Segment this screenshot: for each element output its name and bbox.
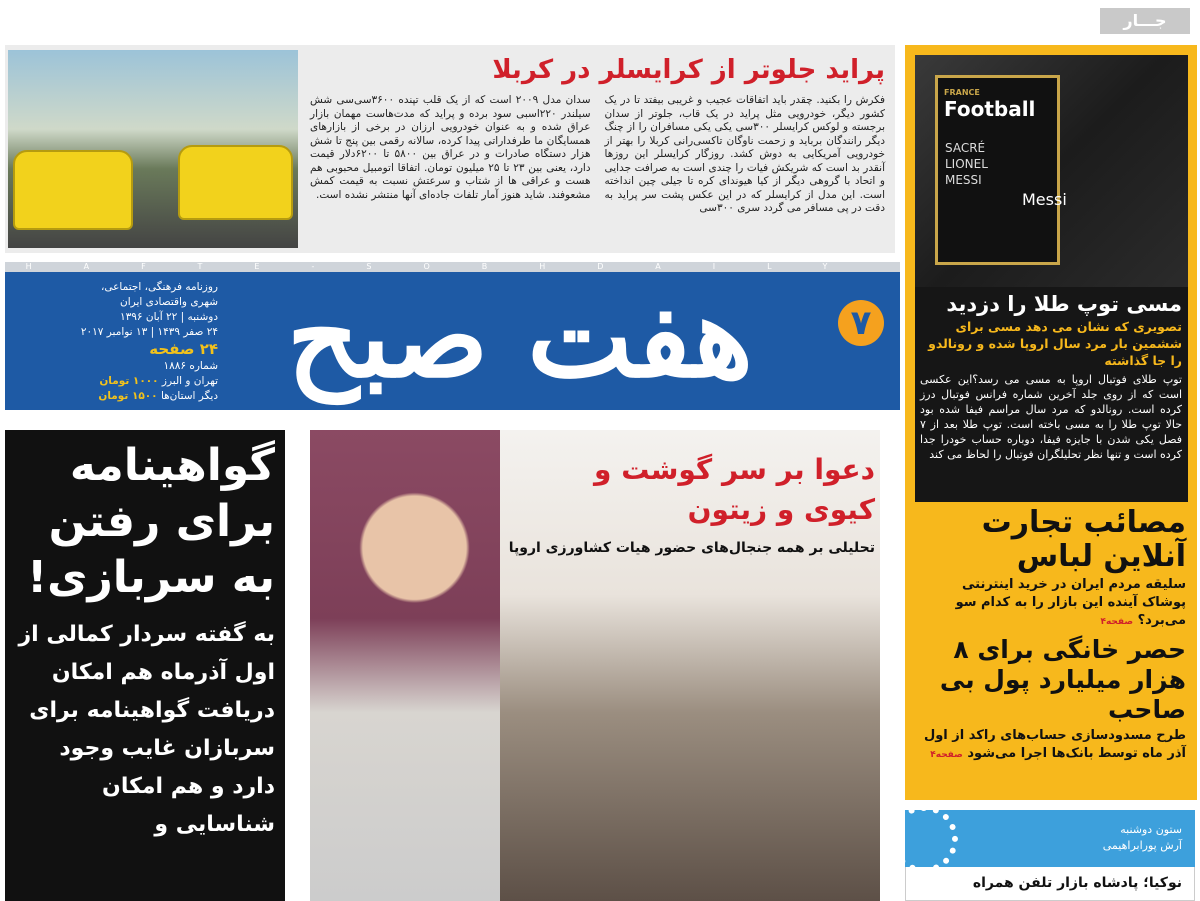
messi-title[interactable]: مسی توپ طلا را دزدید: [946, 292, 1182, 316]
conscription-body: به گفته سردار کمالی از اول آذرماه هم امکان دریافت گواهینامه برای سربازان غایب وجود دارد و هم امکان شناسایی و: [18, 622, 275, 837]
taxi-shape: [13, 150, 133, 230]
column-dial-icon: [890, 805, 958, 873]
conscription-headline[interactable]: گواهینامه برای رفتن به سربازی!: [27, 440, 275, 603]
issue-number: شماره ۱۸۸۶: [163, 360, 218, 372]
page-ref[interactable]: صفحه۴: [930, 750, 963, 760]
top-story-col1: فکرش را بکنید. چقدر باید اتفاقات عجیب و غریبی بیفتد تا در یک کشور دیگر، خودرویی مثل پراید در یک قاب، جلوتر از سدان برجسته و لوکس کرایسلر ۳۰۰سی یکی یکی مسافران را از چنگ دیگر رانندگان برباید و زحمت ناوگان تاکسی‌رانی کربلا را بهتر از خودرویی آمریکایی به دوش کشد. روزگار کرایسلر این روزها آنقدر بد است که شریکش فیات را چندی است به صرافت جدایی و اتحاد با گروهی دیگر از کیا هیوندای کره تا جیلی چین انداخته است. این مدل از کرایسلر که در این عکس پشت سر پراید به دقت در پی مسافر می گردد سری ۳۰۰سی: [604, 94, 885, 214]
cover-text: SACRÉ LIONEL MESSI: [945, 141, 988, 187]
messi-text: [920, 290, 1182, 500]
conscription-text: [10, 438, 275, 844]
fashion-subtitle: [914, 576, 1186, 631]
top-story-title[interactable]: پراید جلوتر از کرایسلر در کربلا: [492, 55, 885, 85]
center-subtitle: تحلیلی بر همه جنجال‌های حضور هیات کشاورزی اروپا: [508, 540, 875, 556]
date-line: دوشنبه | ۲۲ آبان ۱۳۹۶: [119, 311, 218, 323]
logo-number: ۷: [838, 300, 884, 346]
taxi-shape: [178, 145, 293, 220]
woman-figure: [310, 430, 500, 901]
yellow-stories: [914, 506, 1186, 764]
messi-body: توپ طلای فوتبال اروپا به مسی می رسد؟این عکسی است که از روی جلد آخرین شماره فرانس فوتبال درز کرده است. رونالدو که مرد سال مراسم فیفا شده بود حالا توپ طلا را به مسی باخته است. توپ طلا بعد از ۷ فصل یکی شدن با جایزه فیفا، دوباره حساب خودرا جدا کرده است و تنها نظر تحلیلگران فوتبال را لحاظ می کند: [920, 373, 1182, 461]
masthead-strip: HAFTE-SOBHDAILY: [5, 262, 900, 272]
top-story-body: [310, 94, 885, 216]
messi-subtitle: تصویری که نشان می دهد مسی برای ششمین بار مرد سال اروپا شده و رونالدو را جا گذاشته: [928, 319, 1182, 368]
column-title[interactable]: نوکیا؛ پادشاه بازار تلفن همراه: [972, 875, 1182, 891]
fashion-headline[interactable]: مصائب تجارت آنلاین لباس: [981, 505, 1186, 574]
accounts-headline[interactable]: حصر خانگی برای ۸ هزار میلیارد پول بی صاحب: [939, 635, 1186, 724]
cover-title: [944, 88, 1035, 121]
newspaper-logo: هفت صبح: [287, 272, 753, 403]
column-meta: [1103, 822, 1182, 854]
column-author: آرش پورابراهیمی: [1102, 839, 1182, 852]
price-label: تهران و البرز: [161, 375, 218, 387]
cover-brand: FRANCE: [944, 88, 980, 97]
price: ۱۵۰۰ تومان: [98, 390, 158, 402]
accounts-subtitle: [914, 727, 1186, 764]
center-headline[interactable]: دعوا بر سر گوشت و کیوی و زیتون: [594, 453, 875, 526]
source-tag: جـــار: [1100, 8, 1190, 34]
taxi-photo: [8, 50, 298, 248]
accounts-subtitle-text: طرح مسدودسازی حساب‌های راکد از اول آذر ماه توسط بانک‌ها اجرا می‌شود: [923, 728, 1186, 761]
price: ۱۰۰۰ تومان: [99, 375, 159, 387]
cover-title-text: Football: [944, 97, 1036, 121]
info-line: روزنامه فرهنگی، اجتماعی،: [101, 281, 218, 293]
photo-label: Messi: [1022, 190, 1067, 209]
masthead-info: [18, 280, 218, 404]
top-story-col2: سدان مدل ۲۰۰۹ است که از یک قلب تپنده ۳۶۰۰سی‌سی شش سیلندر ۲۲۰اسبی سود برده و پراید که مدت‌هاست مهمان بازار عراق شده و به عنوان خودرویی ارزان در برخی از بازارهای همسایگان ما طرفداراتی پیدا کرده، سالانه رقمی بین پنج تا شش هزار دستگاه صادرات و در عراق بین ۵۸۰۰ تا ۶۲۰۰دلار قیمت دارد، یعنی بین ۲۳ تا ۲۵ میلیون تومان. اتفاقا اتومبیل محبوبی هم هست و عراقی ها از شتاب و سرعتش نسبت به قیمت کمش مشعوفند. شاید هنوز آمار تلفات جاده‌ای آنها منتشر نشده است.: [310, 94, 591, 201]
column-label: ستون دوشنبه: [1120, 823, 1182, 836]
date-line: ۲۴ صفر ۱۴۳۹ | ۱۳ نوامبر ۲۰۱۷: [80, 326, 218, 338]
page-count: ۲۴ صفحه: [149, 340, 218, 358]
fashion-subtitle-text: سلیقه مردم ایران در خرید اینترنتی پوشاک آینده این بازار را به کدام سو می‌برد؟: [955, 577, 1186, 628]
price-label: دیگر استان‌ها: [160, 390, 218, 402]
page-ref[interactable]: صفحه۴: [1100, 617, 1134, 627]
info-line: شهری واقتصادی ایران: [120, 296, 218, 308]
